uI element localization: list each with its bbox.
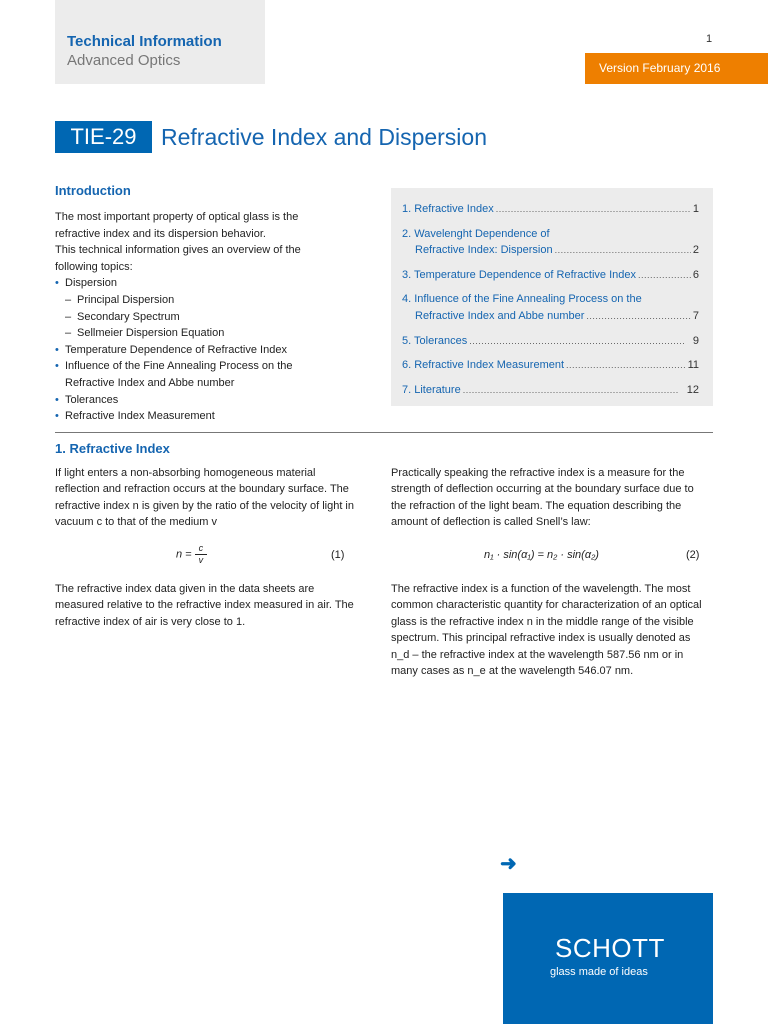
toc-page: 1 [692,203,699,215]
topic-item: • Influence of the Fine Annealing Process on the [55,358,355,375]
intro-text [55,209,355,425]
equation-1-lhs: n = [176,548,192,561]
toc-item-tolerances[interactable] [402,333,699,350]
toc-item-dispersion[interactable] [402,226,699,243]
right-paragraph-1: Practically speaking the refractive index is a measure for the strength of deflection occurring at the boundary surface due to the refraction of the light beam. The equation describing the amount of deflection is called Snell’s law: [391,467,694,529]
toc-item-label[interactable]: Refractive Index and Abbe number [415,309,585,322]
topic-item: • Temperature Dependence of Refractive Index [55,342,355,359]
topic-subitem: – Principal Dispersion [55,292,355,309]
header-box [55,0,265,84]
intro-heading: Introduction [55,183,131,198]
schott-logo: SCHOTT [555,933,665,963]
table-of-contents [391,188,713,406]
left-paragraph-1: If light enters a non-absorbing homogeneous material reflection and refraction occurs at the boundary surface. The refractive index n is given by the ratio of the velocity of light in vacuum c to that of the medium v [55,467,354,529]
doc-code: TIE-29 [55,121,152,153]
toc-item-label[interactable]: 4. Influence of the Fine Annealing Process on the [402,293,642,306]
right-paragraph-2: The refractive index is a function of the wavelength. The most common characteristic quantity for characterization of an optical glass is the refractive index n in the middle range of the visible spectrum. This principal refractive index is usually denoted as n_d – the refractive index at the wavelength 587.56 nm or in many cases as n_e at the wavelength 546.07 nm. [391,583,702,678]
schott-logo-block [503,893,713,1024]
equation-1-denominator: v [198,555,204,565]
next-page-arrow-icon[interactable]: ➜ [500,853,517,875]
toc-page: 11 [687,359,699,372]
schott-tagline: glass made of ideas [550,966,648,978]
topic-item-continuation: Refractive Index and Abbe number [65,376,235,389]
toc-item-label[interactable]: 6. Refractive Index Measurement [402,359,565,372]
toc-item-refractive-index[interactable] [402,201,699,218]
header-title: Technical Information [67,33,222,50]
section-heading: 1. Refractive Index [55,441,170,456]
toc-item-label[interactable]: 1. Refractive Index [402,203,494,215]
version-badge: Version February 2016 [585,53,768,84]
toc-item-label[interactable]: 2. Wavelenght Dependence of [402,227,550,240]
toc-page: 6 [692,268,699,281]
topic-item: • Dispersion [55,275,355,292]
topic-item: • Tolerances [55,392,355,409]
toc-item-label[interactable]: Refractive Index: Dispersion [415,244,553,257]
section-divider [55,432,713,433]
toc-item-literature[interactable] [402,382,699,399]
page-number: 1 [706,33,713,45]
toc-page: 2 [692,244,699,257]
toc-item-label[interactable]: 3. Temperature Dependence of Refractive Index [402,268,636,281]
left-paragraph-2: The refractive index data given in the data sheets are measured relative to the refractive index measured in air. The refractive index of air is very close to 1. [55,583,354,628]
toc-item-measurement[interactable] [402,357,699,374]
equation-1-number: (1) [331,549,345,561]
equation-2: n₁ · sin(α₁) = n₂ · sin(α₂) [484,549,599,561]
toc-page: 7 [692,309,699,322]
intro-line: The most important property of optical glass is the [55,211,299,223]
equation-1 [176,543,207,566]
equation-1-numerator: c [195,543,208,555]
toc-item-label[interactable]: 5. Tolerances [402,334,468,347]
page-title: Refractive Index and Dispersion [161,124,487,150]
topic-subitem: – Secondary Spectrum [55,309,355,326]
toc-item-annealing[interactable] [402,291,699,308]
topic-subitem: – Sellmeier Dispersion Equation [55,325,355,342]
intro-line: This technical information gives an overview of the [55,244,301,257]
topic-item: • Refractive Index Measurement [55,408,355,425]
topic-list [55,275,355,424]
toc-item-temperature[interactable] [402,267,699,284]
toc-page: 9 [692,334,699,347]
intro-line: following topics: [55,260,133,273]
equation-1-fraction [195,543,208,566]
equation-2-number: (2) [686,549,700,561]
intro-line: refractive index and its dispersion behavior. [55,227,266,240]
toc-item-dispersion-cont[interactable] [402,242,699,259]
toc-page: 12 [686,383,699,396]
toc-item-label[interactable]: 7. Literature [402,383,461,396]
header-subtitle: Advanced Optics [67,52,181,69]
toc-item-annealing-cont[interactable] [402,308,699,325]
